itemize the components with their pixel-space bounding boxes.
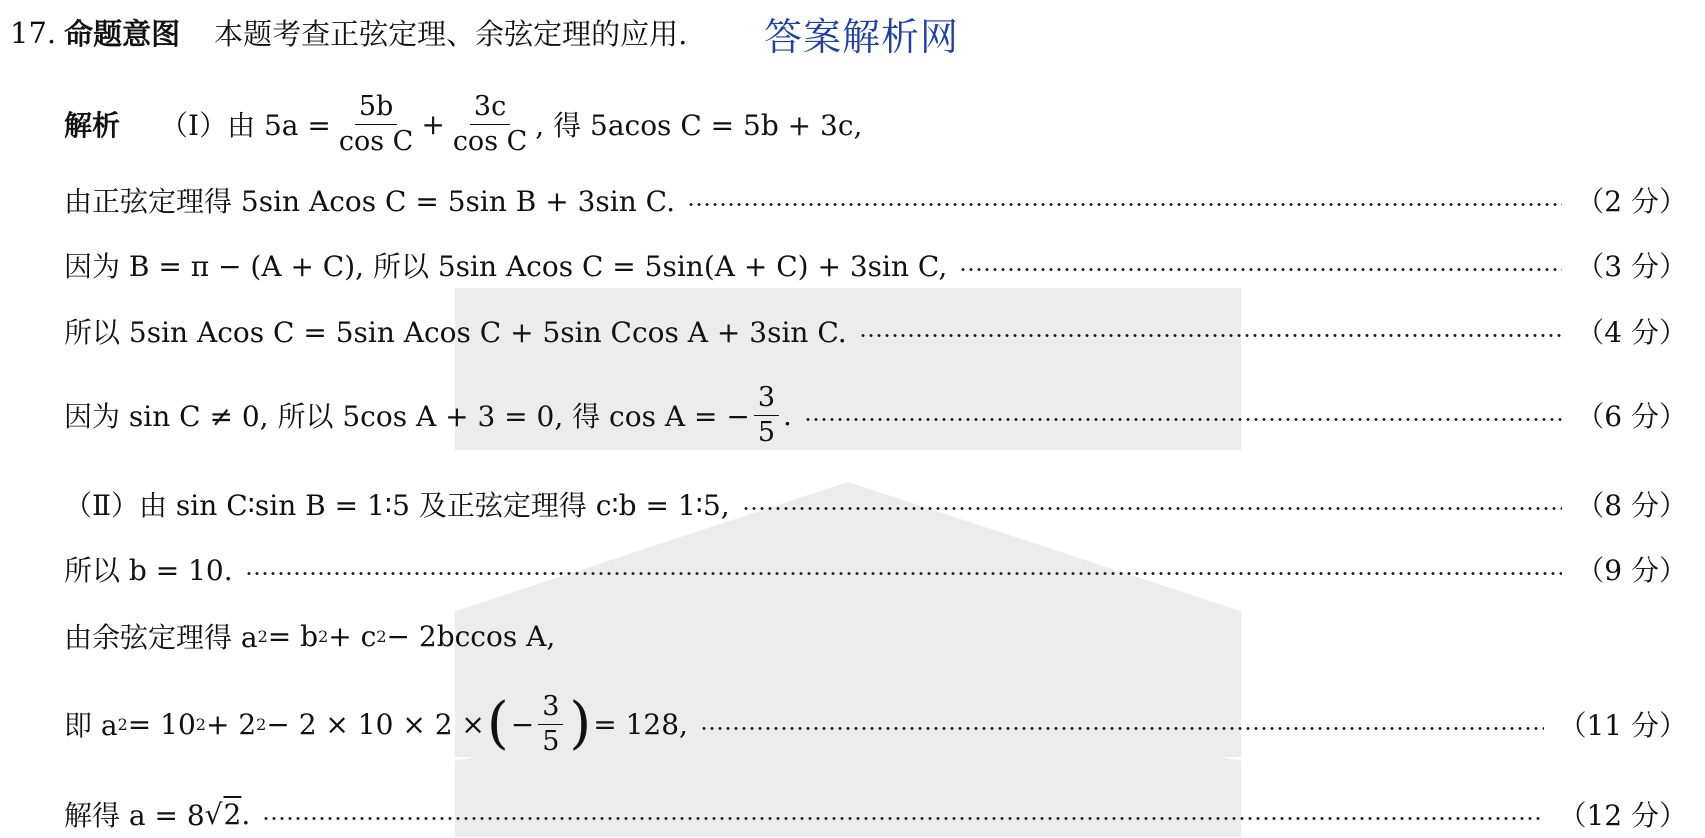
score-label: （3 分） <box>1576 250 1687 283</box>
fraction-denominator: cos C <box>338 125 414 157</box>
right-paren: ) <box>569 691 592 756</box>
fraction-numerator: 3 <box>754 383 779 416</box>
line-text: 解得 a = 8 <box>64 799 205 832</box>
score-label: （12 分） <box>1558 799 1687 832</box>
superscript: 2 <box>257 626 268 646</box>
fraction <box>538 692 563 756</box>
sqrt-symbol: √ <box>204 797 223 831</box>
line-text: 即 a <box>64 709 118 742</box>
score-label: （4 分） <box>1576 316 1687 349</box>
dot-leader <box>959 267 1562 272</box>
score-label: （9 分） <box>1576 554 1687 587</box>
line-text: 因为 B = π − (A + C), 所以 5sin Acos C = 5sin(A + C) + 3sin C, <box>64 250 948 283</box>
line-text: 所以 b = 10. <box>64 554 233 587</box>
fraction <box>754 383 779 447</box>
line-text: − 2 × 10 × 2 × <box>266 707 485 741</box>
line-text: , 得 5acos C = 5b + 3c, <box>535 109 863 142</box>
fraction-numerator: 3c <box>470 92 510 125</box>
line-text: 因为 sin C ≠ 0, 所以 5cos A + 3 = 0, 得 cos A = − <box>64 400 750 433</box>
dot-leader <box>687 202 1562 207</box>
line-text: + 2 <box>205 707 257 741</box>
score-label: （11 分） <box>1558 709 1687 742</box>
line-text: . <box>241 797 251 831</box>
dot-leader <box>859 333 1563 338</box>
question-number: 17. <box>10 15 57 50</box>
minus-sign: − <box>510 707 535 741</box>
superscript: 2 <box>117 714 128 734</box>
solution-line-1 <box>64 90 1687 158</box>
line-text: = 128, <box>593 707 688 741</box>
fraction-denominator: cos C <box>452 125 528 157</box>
score-label: （2 分） <box>1576 185 1687 218</box>
line-text: 由余弦定理得 a <box>64 621 258 654</box>
line-text: + c <box>328 619 377 653</box>
solution-line-3 <box>64 241 1687 289</box>
question-header <box>10 12 687 53</box>
line-text: （Ⅱ）由 sin C∶sin B = 1∶5 及正弦定理得 c∶b = 1∶5, <box>64 489 730 522</box>
solution-line-5 <box>64 380 1687 450</box>
overlay-watermark-text: 答案解析网 <box>764 15 960 59</box>
dot-leader <box>262 816 1544 821</box>
score-label: （8 分） <box>1576 489 1687 522</box>
dot-leader <box>700 726 1545 731</box>
superscript: 2 <box>195 714 206 734</box>
fraction <box>449 92 531 156</box>
superscript: 2 <box>318 626 329 646</box>
superscript: 2 <box>256 714 267 734</box>
question-title: 命题意图 <box>64 17 181 51</box>
solution-line-10 <box>64 790 1687 838</box>
fraction-denominator: 5 <box>542 725 560 757</box>
solution-line-2 <box>64 176 1687 224</box>
fraction-numerator: 5b <box>355 92 397 125</box>
question-intent-text: 本题考查正弦定理、余弦定理的应用. <box>214 17 688 51</box>
fraction-numerator: 3 <box>538 692 563 725</box>
solution-line-7 <box>64 545 1687 593</box>
fraction-denominator: 5 <box>757 416 775 448</box>
score-label: （6 分） <box>1576 400 1687 433</box>
dot-leader <box>742 506 1563 511</box>
solution-line-4 <box>64 307 1687 355</box>
sqrt-radicand: 2 <box>223 797 242 831</box>
line-text: = b <box>267 619 319 653</box>
left-paren: ( <box>486 691 509 756</box>
line-text: 由正弦定理得 5sin Acos C = 5sin B + 3sin C. <box>64 185 675 218</box>
line-text: 所以 5sin Acos C = 5sin Acos C + 5sin Ccos A + 3sin C. <box>64 316 847 349</box>
solution-line-9 <box>64 686 1687 762</box>
plus-sign: + <box>421 107 445 141</box>
superscript: 2 <box>376 626 387 646</box>
line-text: . <box>783 398 792 432</box>
dot-leader <box>804 417 1562 422</box>
line-text: = 10 <box>127 707 196 741</box>
line-text: − 2bccos A, <box>386 619 556 653</box>
line-text: （Ⅰ）由 5a = <box>160 109 331 142</box>
solution-line-8 <box>64 612 1687 660</box>
solution-line-6 <box>64 480 1687 528</box>
fraction <box>335 92 417 156</box>
analysis-label: 解析 <box>64 109 121 142</box>
dot-leader <box>245 571 1563 576</box>
